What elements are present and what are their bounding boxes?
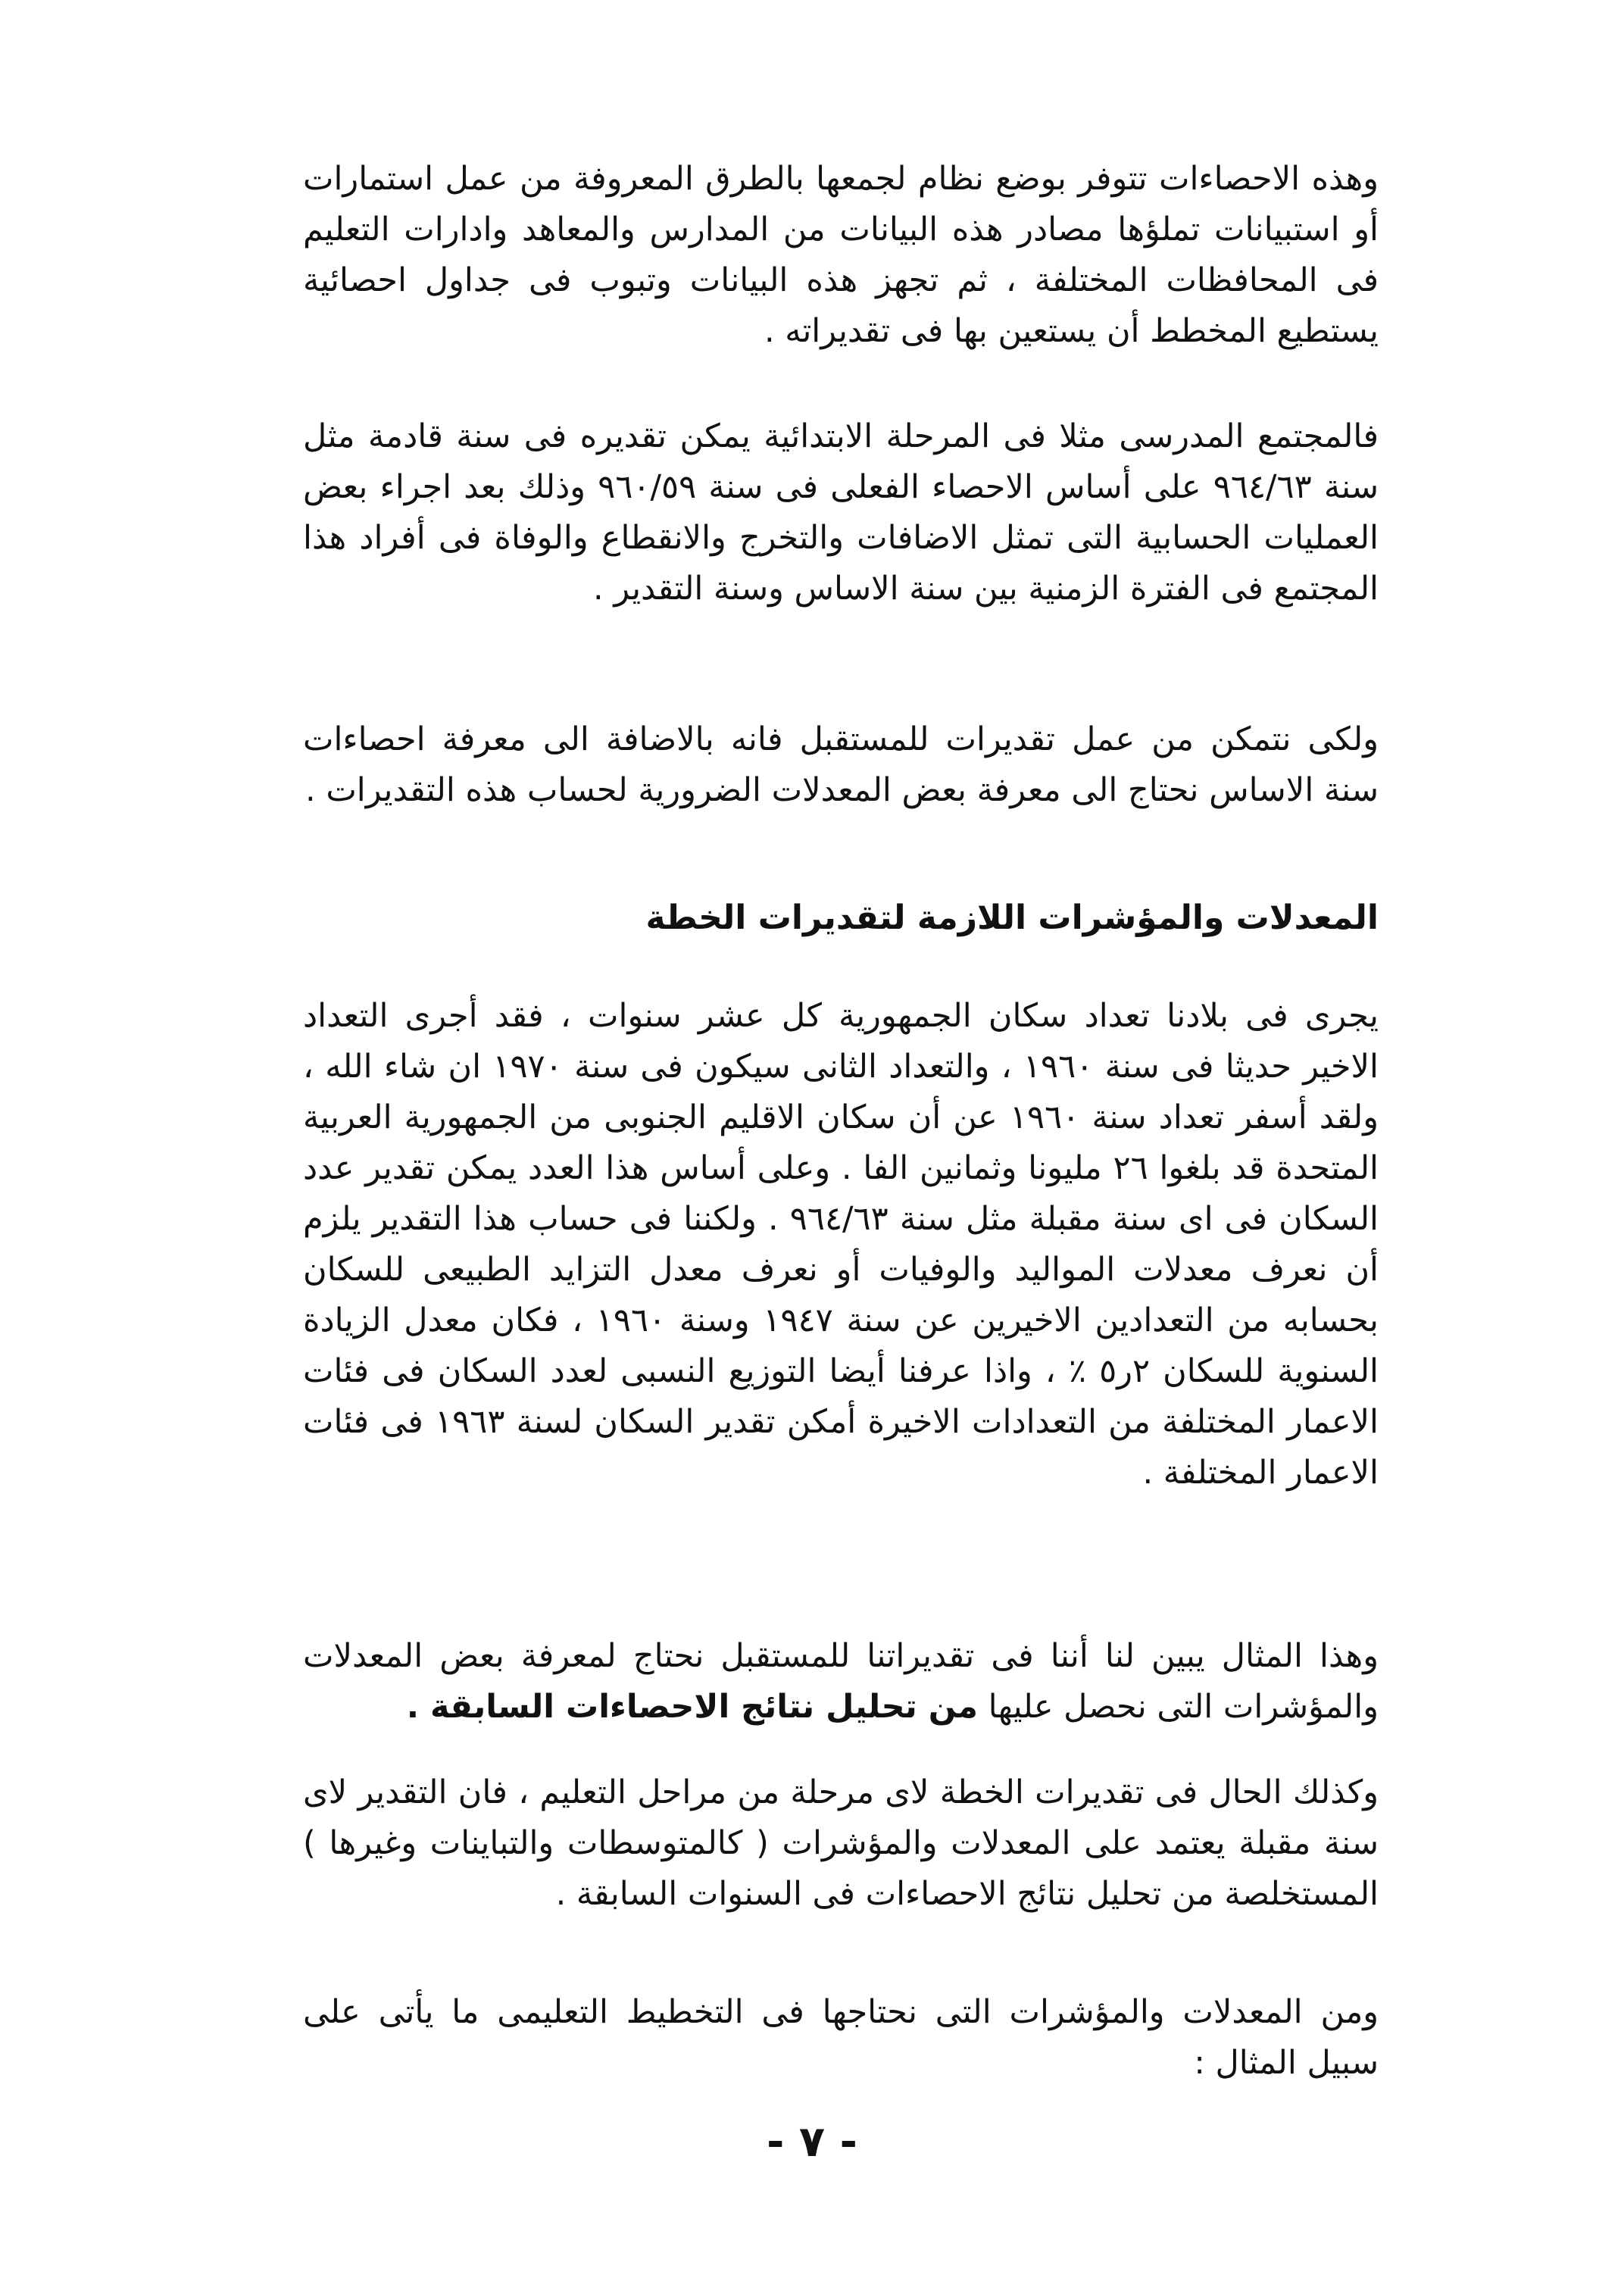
paragraph-example	[303, 1631, 1379, 1733]
paragraph-statistics-collection: وهذه الاحصاءات تتوفر بوضع نظام لجمعها بالطرق المعروفة من عمل استمارات أو استبيانات تملؤها مصادر هذه البيانات من المدارس والمعاهد وادارات التعليم فى المحافظات المختلفة ، ثم تجهز هذه البيانات وتبوب فى جداول احصائية يستطيع المخطط أن يستعين بها فى تقديراته .	[303, 160, 1379, 350]
paragraph-example-bold-text: من تحليل نتائج الاحصاءات السابقة .	[406, 1688, 979, 1726]
section-heading: المعدلات والمؤشرات اللازمة لتقديرات الخطة	[645, 898, 1379, 937]
paragraph-primary-stage-estimate: فالمجتمع المدرسى مثلا فى المرحلة الابتدائية يمكن تقديره فى سنة قادمة مثل سنة ٩٦٤/٦٣ على أساس الاحصاء الفعلى فى سنة ٩٦٠/٥٩ وذلك بعد اجراء بعض العمليات الحسابية التى تمثل الاضافات والتخرج والانقطاع والوفاة فى أفراد هذا المجتمع فى الفترة الزمنية بين سنة الاساس وسنة التقدير .	[303, 417, 1379, 608]
page-number: - ٧ -	[767, 2117, 857, 2167]
paragraph-future-estimates: ولكى نتمكن من عمل تقديرات للمستقبل فانه بالاضافة الى معرفة احصاءات سنة الاساس نحتاج الى معرفة بعض المعدلات الضرورية لحساب هذه التقديرات .	[303, 720, 1379, 809]
paragraph-population-census: يجرى فى بلادنا تعداد سكان الجمهورية كل عشر سنوات ، فقد أجرى التعداد الاخير حديثا فى سنة ١٩٦٠ ، والتعداد الثانى سيكون فى سنة ١٩٧٠ ان شاء الله ، ولقد أسفر تعداد سنة ١٩٦٠ عن أن سكان الاقليم الجنوبى من الجمهورية العربية المتحدة قد بلغوا ٢٦ مليونا وثمانين الفا . وعلى أساس هذا العدد يمكن تقدير عدد السكان فى اى سنة مقبلة مثل سنة ٩٦٤/٦٣ . ولكننا فى حساب هذا التقدير يلزم أن نعرف معدلات المواليد والوفيات أو نعرف معدل التزايد الطبيعى للسكان بحسابه من التعدادين الاخيرين عن سنة ١٩٤٧ وسنة ١٩٦٠ ، فكان معدل الزيادة السنوية للسكان ٢ر٥ ٪ ، واذا عرفنا أيضا التوزيع النسبى لعدد السكان فى فئات الاعمار المختلفة من التعدادات الاخيرة أمكن تقدير السكان لسنة ١٩٦٣ فى فئات الاعمار المختلفة .	[303, 997, 1379, 1492]
paragraph-example-text: وهذا المثال يبين لنا أننا فى تقديراتنا للمستقبل نحتاج لمعرفة بعض المعدلات والمؤشرات التى نحصل عليها	[303, 1637, 1379, 1726]
paragraph-examples-intro: ومن المعدلات والمؤشرات التى نحتاجها فى التخطيط التعليمى ما يأتى على سبيل المثال :	[303, 1993, 1379, 2082]
paragraph-plan-estimates: وكذلك الحال فى تقديرات الخطة لاى مرحلة من مراحل التعليم ، فان التقدير لاى سنة مقبلة يعتمد على المعدلات والمؤشرات ( كالمتوسطات والتباينات وغيرها ) المستخلصة من تحليل نتائج الاحصاءات فى السنوات السابقة .	[303, 1773, 1379, 1913]
